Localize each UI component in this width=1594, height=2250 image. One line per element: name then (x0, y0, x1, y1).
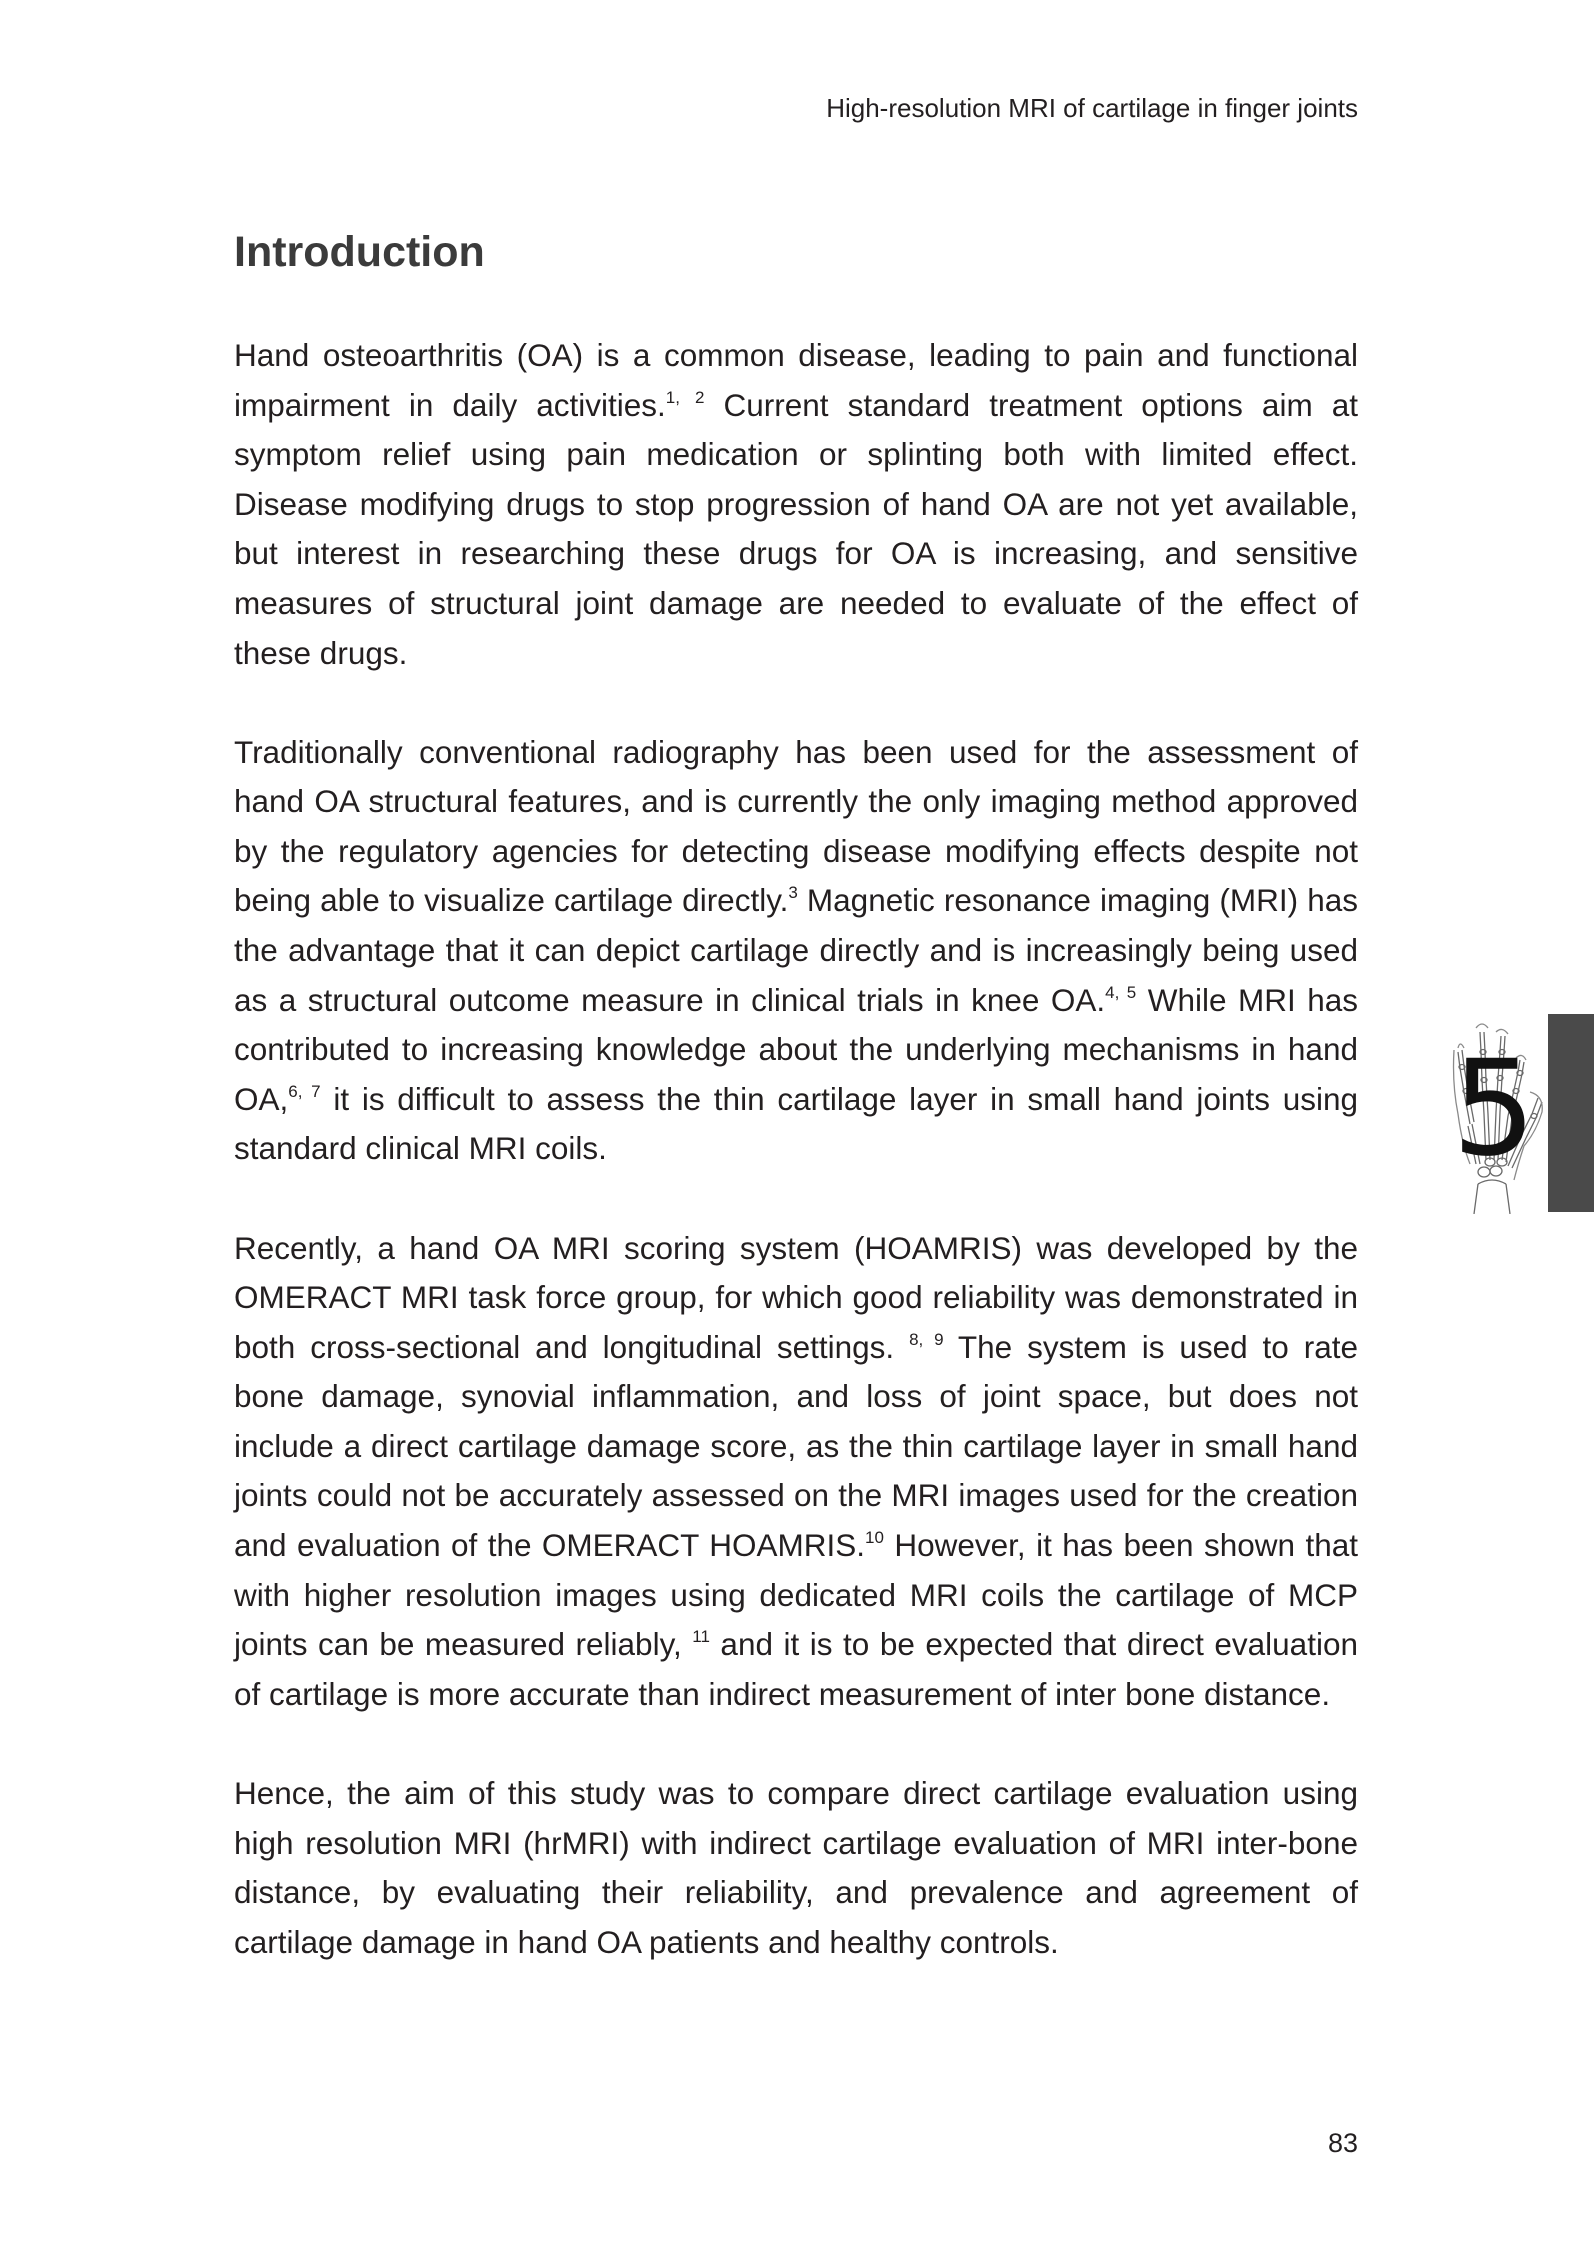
paragraph-4 (234, 1769, 1358, 1967)
text-run: it is difficult to assess the thin cartilage layer in small hand joints using standard clinical MRI coils. (234, 1080, 1358, 1167)
text-run: Traditionally conventional radiography has been used for the assessment of hand OA structural features, and is currently the only imaging method approved by the regulatory agencies for detecting disease modifying effects despite not being able to visualize cartilage directly. (234, 733, 1358, 919)
text-run: Recently, a hand OA MRI scoring system (HOAMRIS) was developed by the OMERACT MRI task force group, for which good reliability was demonstrated in both cross-sectional and longitudinal settings. (234, 1229, 1358, 1365)
running-header: High-resolution MRI of cartilage in finger joints (826, 93, 1358, 123)
citation-superscript: 8, 9 (909, 1329, 944, 1349)
citation-superscript: 3 (788, 883, 798, 903)
citation-superscript: 10 (865, 1528, 884, 1548)
page-number: 83 (1327, 2128, 1358, 2158)
text-run: However, it has been shown that with higher resolution images using dedicated MRI coils the cartilage of MCP joints can be measured reliably, (234, 1527, 1358, 1663)
paragraph-3 (234, 1224, 1358, 1720)
citation-superscript: 4, 5 (1105, 982, 1137, 1002)
body-text (234, 331, 1358, 2017)
text-run: and it is to be expected that direct evaluation of cartilage is more accurate than indirect measurement of inter bone distance. (234, 1626, 1358, 1712)
chapter-tab (1548, 1014, 1594, 1212)
chapter-marker (1440, 1014, 1546, 1214)
text-run: Hand osteoarthritis (OA) is a common disease, leading to pain and functional impairment in daily activities. (234, 337, 1358, 423)
section-title: Introduction (234, 228, 485, 276)
paragraph-1 (234, 331, 1358, 678)
citation-superscript: 11 (692, 1627, 710, 1647)
citation-superscript: 1, 2 (665, 387, 705, 407)
text-run: The system is used to rate bone damage, synovial inflammation, and loss of joint space, but does not include a direct cartilage damage score, as the thin cartilage layer in small hand joints could not be accurately assessed on the MRI images used for the creation and evaluation of the OMERACT HOAMRIS. (234, 1328, 1358, 1564)
text-run: Hence, the aim of this study was to compare direct cartilage evaluation using high resolution MRI (hrMRI) with indirect cartilage evaluation of MRI inter-bone distance, by evaluating their reliability, and prevalence and agreement of cartilage damage in hand OA patients and healthy controls. (234, 1774, 1358, 1960)
text-run: While MRI has contributed to increasing knowledge about the underlying mechanisms in hand OA, (234, 981, 1358, 1117)
chapter-number: 5 (1452, 1032, 1536, 1186)
text-run: Magnetic resonance imaging (MRI) has the advantage that it can depict cartilage directly and is increasingly being used as a structural outcome measure in clinical trials in knee OA. (234, 882, 1358, 1018)
paragraph-2 (234, 728, 1358, 1174)
text-run: Current standard treatment options aim at symptom relief using pain medication or splinting both with limited effect. Disease modifying drugs to stop progression of hand OA are not yet available, but interest in researching these drugs for OA is increasing, and sensitive measures of structural joint damage are needed to evaluate of the effect of these drugs. (234, 386, 1359, 671)
citation-superscript: 6, 7 (288, 1081, 321, 1101)
